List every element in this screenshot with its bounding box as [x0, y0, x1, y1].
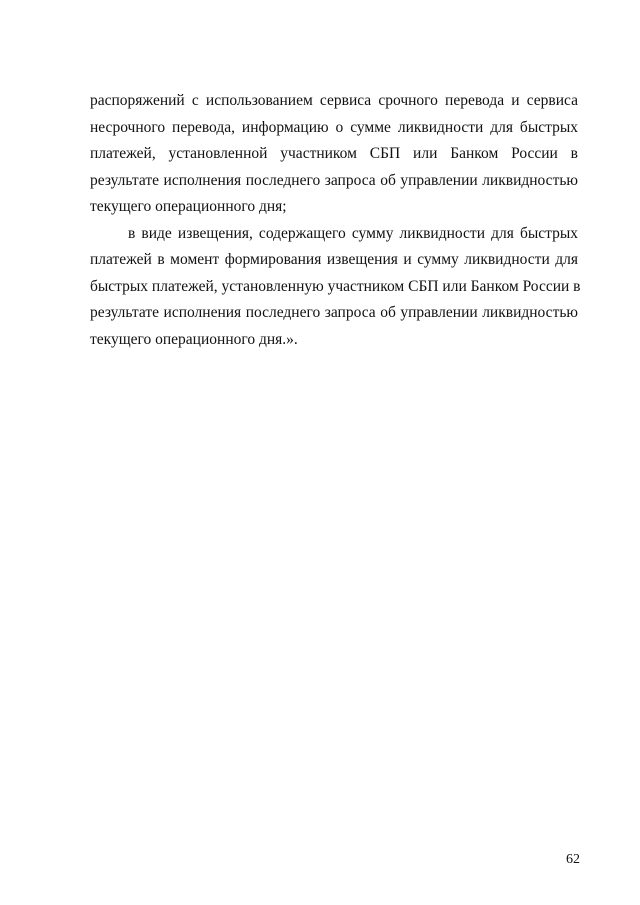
- text-line: результате исполнения последнего запроса об управлении ликвидностью: [90, 171, 578, 189]
- page-number: 62: [566, 852, 580, 867]
- text-line: несрочного перевода, информацию о сумме ликвидности для быстрых: [90, 118, 578, 136]
- text-line: результате исполнения последнего запроса об управлении ликвидностью: [90, 304, 578, 321]
- text-line: быстрых платежей, установленную участником СБП или Банком России в: [90, 277, 581, 295]
- text-line: в виде извещения, содержащего сумму ликвидности для быстрых: [128, 224, 578, 242]
- paragraph-2: [90, 221, 581, 354]
- paragraph-1: [90, 88, 578, 221]
- text-line: текущего операционного дня;: [90, 198, 287, 215]
- body-text: [90, 88, 581, 353]
- text-line: распоряжений с использованием сервиса срочного перевода и сервиса: [90, 92, 578, 109]
- text-line: платежей, установленной участником СБП или Банком России в: [90, 145, 578, 162]
- text-line: платежей в момент формирования извещения и сумму ликвидности для: [90, 251, 578, 268]
- text-line: текущего операционного дня.».: [90, 330, 298, 348]
